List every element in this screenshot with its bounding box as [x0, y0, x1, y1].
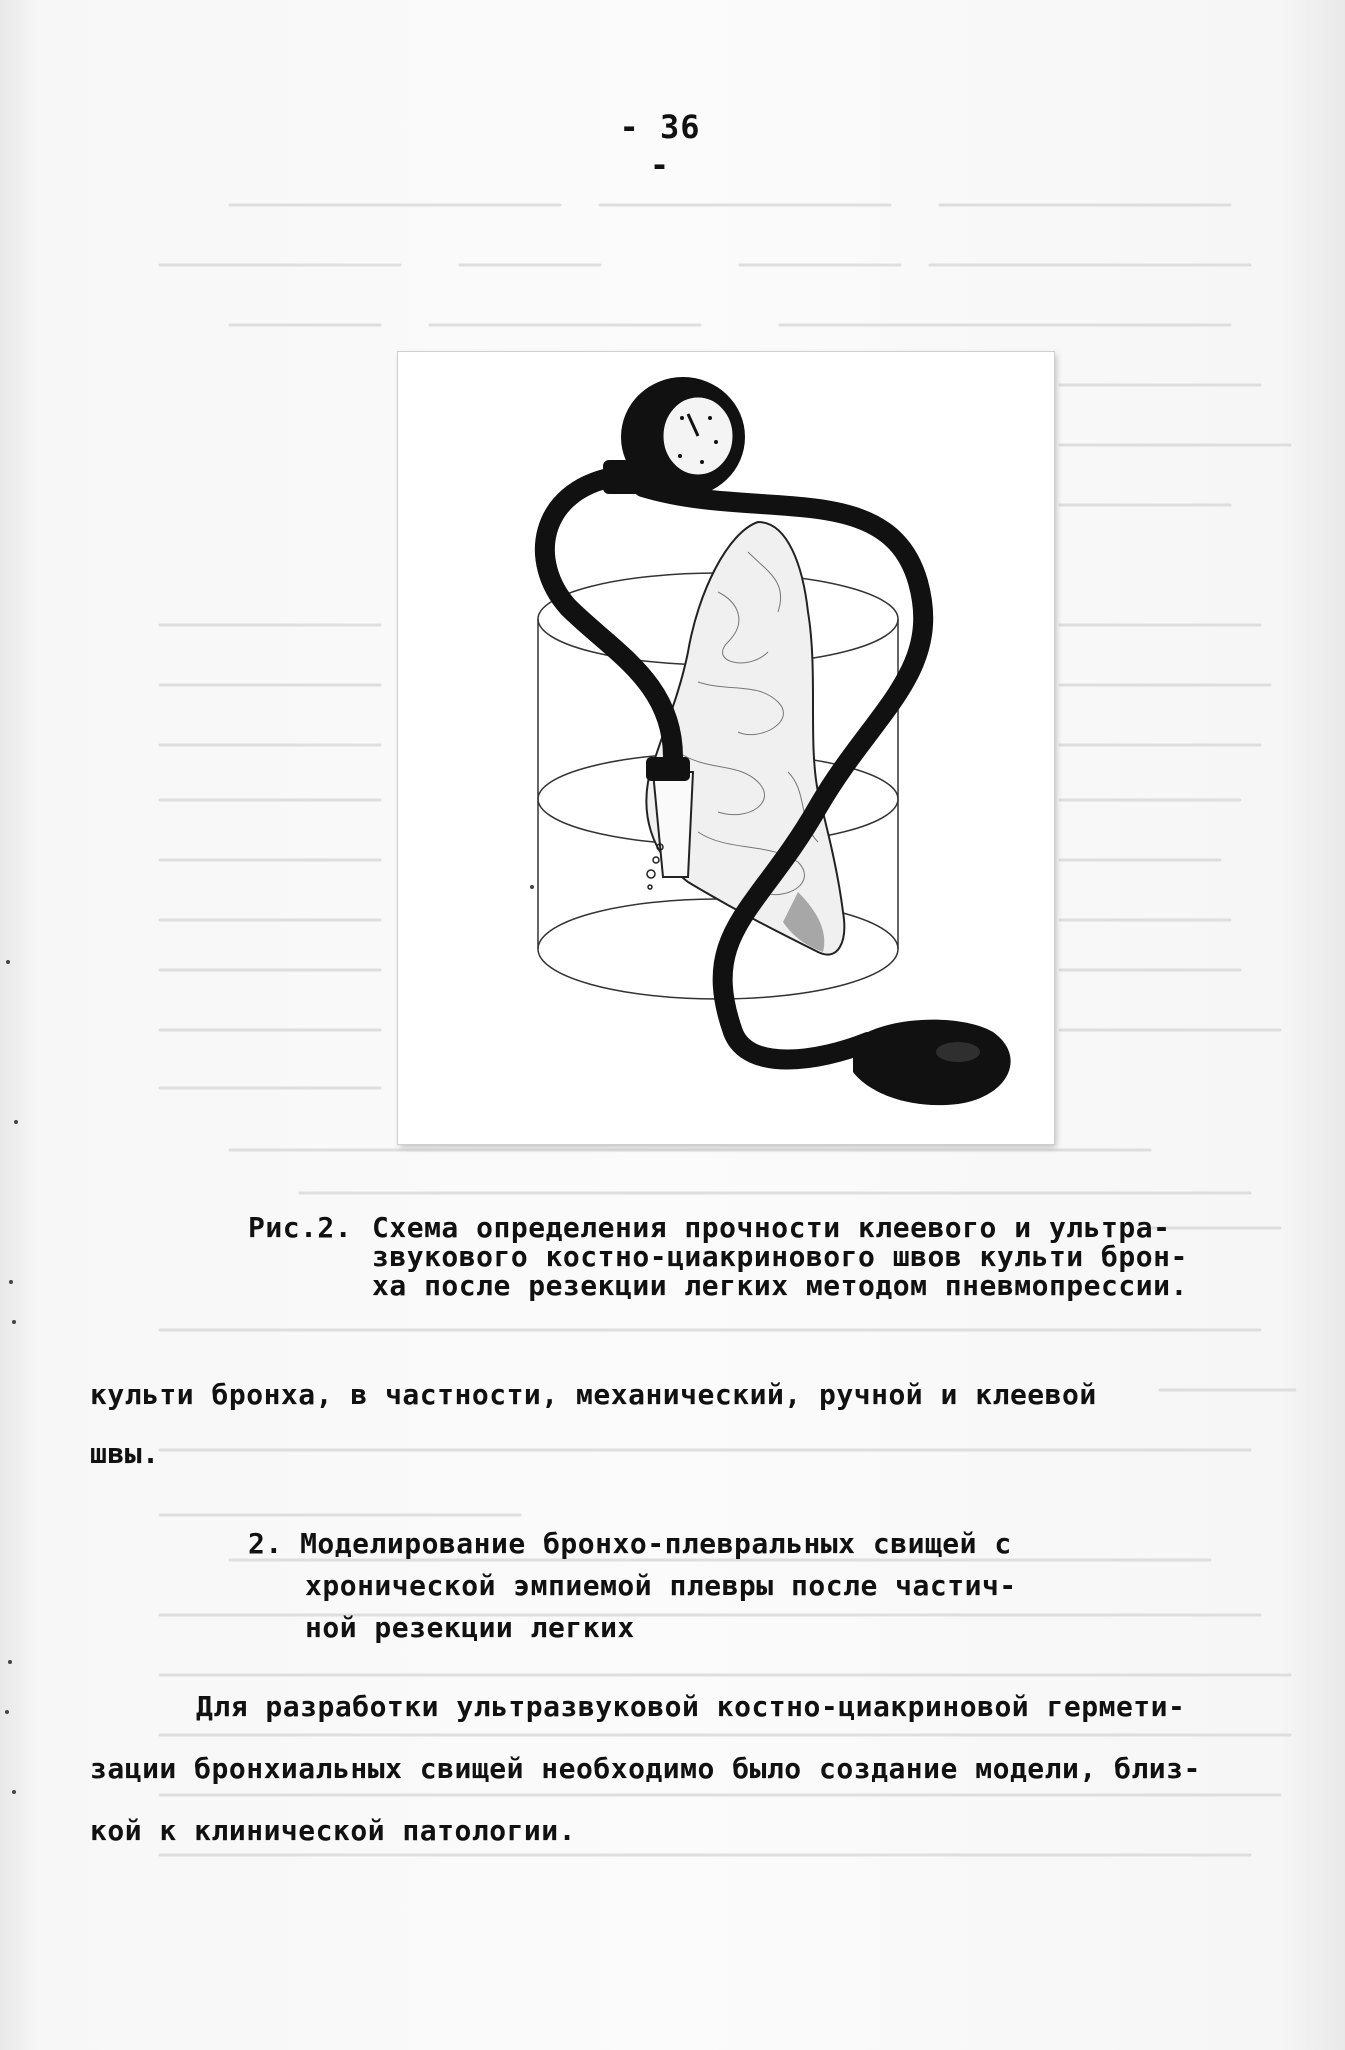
paragraph-line: зации бронхиальных свищей необходимо было создание модели, близ- — [90, 1752, 1201, 1785]
caption-text — [372, 1213, 1232, 1300]
figure-photo — [398, 352, 1054, 1144]
page-number: - 36 - — [619, 108, 701, 184]
lung-pressure-apparatus-illustration — [398, 352, 1054, 1144]
scan-speck — [6, 960, 10, 964]
paragraph-line: культи бронха, в частности, механический, ручной и клеевой — [90, 1378, 1097, 1411]
section-heading-line: ной резекции легких — [305, 1611, 635, 1644]
caption-label: Рис.2. — [248, 1211, 353, 1244]
paragraph-line: Для разработки ультразвуковой костно-циакриновой гермети- — [196, 1690, 1186, 1723]
section-heading-line: 2. Моделирование бронхо-плевральных свищей с — [248, 1527, 1012, 1560]
scan-speck — [12, 1320, 16, 1324]
paragraph-line: швы. — [90, 1437, 160, 1470]
scan-speck — [14, 1120, 18, 1124]
hose — [545, 477, 673, 757]
scan-speck — [530, 885, 534, 889]
caption-line: Схема определения прочности клеевого и ультра- — [372, 1211, 1171, 1244]
paragraph-line: кой к клинической патологии. — [90, 1814, 577, 1847]
caption-line: ха после резекции легких методом пневмопрессии. — [372, 1269, 1188, 1302]
scan-speck — [9, 1280, 13, 1284]
pressure-gauge — [603, 377, 745, 497]
scan-speck — [8, 1660, 12, 1664]
section-heading-line: хронической эмпиемой плевры после частич- — [305, 1569, 1017, 1602]
scan-speck — [5, 1710, 9, 1714]
caption-line: звукового костно-циакринового швов культи брон- — [372, 1240, 1188, 1273]
rubber-bulb — [853, 1020, 1011, 1106]
scan-speck — [12, 1790, 16, 1794]
